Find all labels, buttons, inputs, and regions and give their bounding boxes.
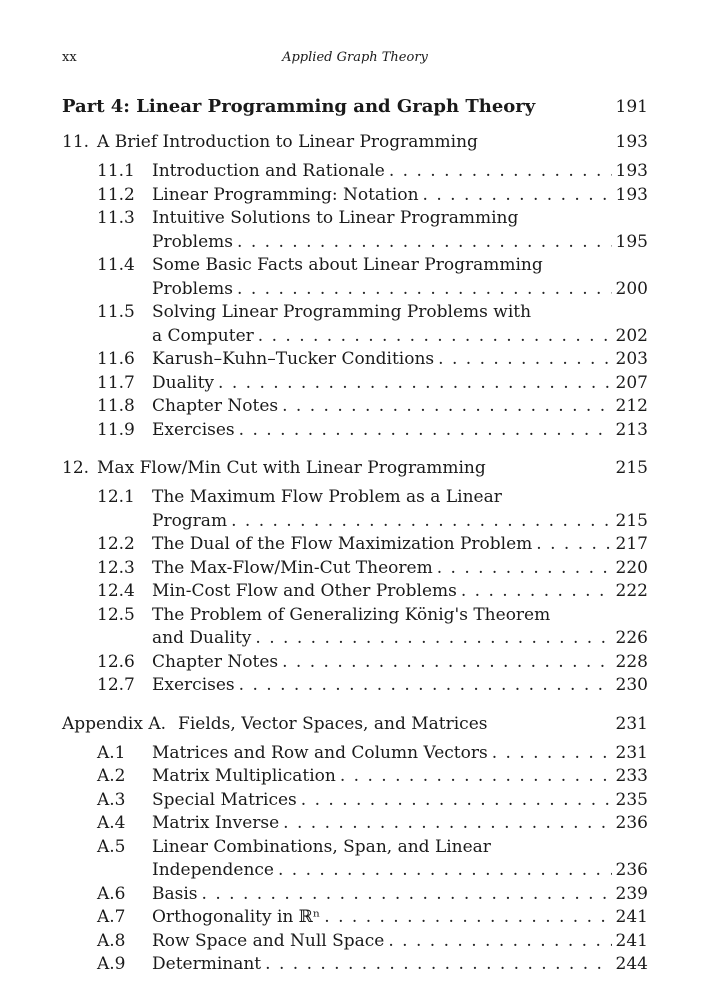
section-page: 207 [615,372,648,393]
section-entry[interactable] [62,486,648,533]
dot-leader [437,557,612,581]
section-number: A.5 [97,836,126,857]
section-page: 193 [615,184,648,205]
section-page: 220 [615,557,648,578]
section-title-line: Linear Combinations, Span, and Linear [152,836,491,857]
dot-leader [282,651,611,675]
section-title-line: Matrices and Row and Column Vectors [152,742,488,763]
section-title-line: Problems [152,278,234,299]
dot-leader [258,325,612,349]
section-number: A.2 [97,766,126,786]
dot-leader [282,395,611,419]
section-page: 212 [615,396,648,416]
section-page: 203 [615,349,648,369]
section-title-line: Karush–Kuhn–Tucker Conditions [152,349,435,369]
section-number: 11.7 [97,372,135,393]
section-title-line: Special Matrices [152,789,297,810]
section-title-line: Solving Linear Programming Problems with [152,302,532,322]
section-number: 11.4 [97,255,135,275]
chapter-title: Max Flow/Min Cut with Linear Programming [97,458,486,478]
section-number: 12.5 [97,604,135,625]
dot-leader [388,930,611,954]
section-title-line: Intuitive Solutions to Linear Programming [152,208,519,228]
dot-leader [438,348,611,372]
dot-leader [283,812,611,836]
section-page: 244 [615,954,648,974]
section-number: A.9 [97,954,126,974]
section-page: 236 [615,813,648,833]
section-title-line: The Max-Flow/Min-Cut Theorem [152,557,433,578]
section-number: 12.1 [97,487,135,507]
section-number: A.6 [97,883,126,904]
section-page: 231 [615,742,648,763]
dot-leader [218,372,612,396]
dot-leader [237,231,612,255]
chapter-title: A Brief Introduction to Linear Programming [97,132,478,152]
section-number: 12.2 [97,534,135,554]
section-title-line: Program [152,510,228,531]
section-entry[interactable] [62,836,648,883]
section-title-line: The Dual of the Flow Maximization Problem [152,534,533,554]
section-title-line: Basis [152,883,198,904]
section-number: 11.6 [97,349,135,369]
dot-leader [423,184,612,208]
dot-leader [461,580,612,604]
section-entry[interactable] [62,930,648,954]
section-number: 11.1 [97,161,135,181]
section-number: 11.8 [97,396,135,416]
section-entry[interactable] [62,372,648,396]
section-page: 226 [615,628,648,648]
dot-leader [492,742,612,766]
section-title-line: Chapter Notes [152,651,279,672]
chapter-list [62,122,648,977]
section-number: 12.7 [97,675,135,695]
section-number: 12.4 [97,581,135,601]
chapter-title: Fields, Vector Spaces, and Matrices [178,713,488,734]
section-title-line: Matrix Multiplication [152,766,336,786]
chapter-entry[interactable] [62,130,648,154]
section-entry[interactable] [62,580,648,604]
chapter-page: 231 [615,713,648,734]
section-entry[interactable] [62,812,648,836]
section-title-line: Exercises [152,419,235,440]
dot-leader [340,765,612,789]
section-entry[interactable] [62,883,648,907]
section-entry[interactable] [62,207,648,254]
dot-leader [255,627,611,651]
section-number: 11.2 [97,184,135,205]
section-entry[interactable] [62,604,648,651]
part-heading [62,92,648,122]
running-header [62,50,648,70]
chapter-entry[interactable] [62,456,648,480]
section-entry[interactable] [62,254,648,301]
section-title-line: Min-Cost Flow and Other Problems [152,581,457,601]
section-entry[interactable] [62,557,648,581]
section-entry[interactable] [62,533,648,557]
dot-leader [237,278,612,302]
section-entry[interactable] [62,674,648,698]
section-entry[interactable] [62,742,648,766]
chapter-number: 11. [62,132,90,152]
section-page: 200 [615,278,648,299]
part-page: 191 [615,97,648,117]
section-page: 217 [615,534,648,554]
section-number: A.3 [97,789,126,810]
dot-leader [301,789,612,813]
dot-leader [265,953,611,977]
section-number: 11.3 [97,208,135,228]
section-number: 12.6 [97,651,135,672]
chapter-entry[interactable] [62,712,648,736]
section-title-line: Linear Programming: Notation [152,184,419,205]
chapter-number: Appendix A. [62,713,167,734]
chapter-number: 12. [62,458,90,478]
section-title-line: Chapter Notes [152,396,279,416]
part-title: Part 4: Linear Programming and Graph Theory [62,96,536,117]
section-entry[interactable] [62,953,648,977]
section-entry[interactable] [62,789,648,813]
section-entry[interactable] [62,184,648,208]
section-entry[interactable] [62,348,648,372]
section-number: 12.3 [97,557,135,578]
section-title-line: Matrix Inverse [152,813,280,833]
section-number: 11.9 [97,419,135,440]
section-title-line: Exercises [152,675,235,695]
dot-leader [239,674,612,698]
table-of-contents [62,92,648,977]
section-title-line: and Duality [152,628,252,648]
section-page: 230 [615,675,648,695]
section-number: A.4 [97,813,126,833]
section-page: 239 [615,883,648,904]
section-title-line: Problems [152,231,234,252]
section-title-line: Some Basic Facts about Linear Programming [152,255,543,275]
section-title-line: Determinant [152,954,262,974]
section-number: A.8 [97,930,126,951]
section-entry[interactable] [62,301,648,348]
chapter-page: 193 [615,132,648,152]
dot-leader [239,419,612,443]
section-number: A.7 [97,907,126,927]
section-page: 235 [615,789,648,810]
section-page: 193 [615,161,648,181]
section-page: 195 [615,231,648,252]
section-page: 215 [615,510,648,531]
section-entry[interactable] [62,160,648,184]
section-number: 11.5 [97,302,135,322]
section-page: 202 [615,325,648,346]
section-title-line: Independence [152,860,274,880]
section-title-line: Orthogonality in ℝⁿ [152,907,321,927]
dot-leader [536,533,611,557]
section-entry[interactable] [62,395,648,419]
running-title: Applied Graph Theory [282,50,428,65]
section-title-line: Row Space and Null Space [152,930,385,951]
section-page: 228 [615,651,648,672]
section-entry[interactable] [62,906,648,930]
dot-leader [231,510,611,534]
section-title-line: The Problem of Generalizing König's Theorem [152,604,551,625]
chapter-page: 215 [615,458,648,478]
section-number: A.1 [97,742,126,763]
section-page: 213 [615,419,648,440]
section-entry[interactable] [62,651,648,675]
section-title-line: a Computer [152,325,254,346]
section-entry[interactable] [62,419,648,443]
section-entry[interactable] [62,765,648,789]
dot-leader [202,883,612,907]
section-page: 233 [615,766,648,786]
section-title-line: The Maximum Flow Problem as a Linear [152,487,502,507]
section-page: 222 [615,581,648,601]
dot-leader [324,906,611,930]
dot-leader [389,160,612,184]
section-title-line: Duality [152,372,215,393]
section-page: 241 [615,930,648,951]
section-title-line: Introduction and Rationale [152,161,385,181]
header-page-number: xx [62,50,77,65]
dot-leader [278,859,612,883]
section-page: 241 [615,907,648,927]
section-page: 236 [615,860,648,880]
